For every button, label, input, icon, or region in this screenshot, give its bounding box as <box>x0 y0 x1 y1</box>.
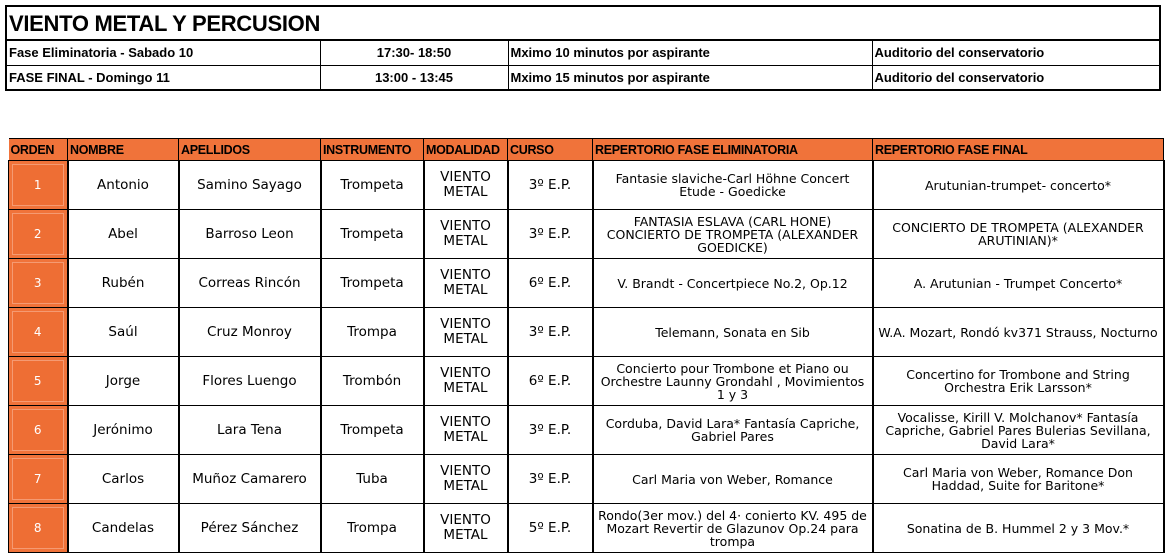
schedule-phase: FASE FINAL - Domingo 11 <box>7 66 320 91</box>
order-cell <box>9 308 68 357</box>
cell-rep-final: A. Arutunian - Trumpet Concerto* <box>873 259 1164 308</box>
order-cell <box>9 406 68 455</box>
cell-rep-elim: FANTASIA ESLAVA (CARL HONE) CONCIERTO DE TROMPETA (ALEXANDER GOEDICKE) <box>593 210 873 259</box>
order-cell <box>9 210 68 259</box>
header-instrument: INSTRUMENTO <box>321 139 424 161</box>
cell-instrument: Trompa <box>321 504 424 553</box>
cell-course: 3º E.P. <box>508 406 593 455</box>
order-cell <box>9 259 68 308</box>
schedule-phase: Fase Eliminatoria - Sabado 10 <box>7 41 320 66</box>
cell-surname: Flores Luengo <box>179 357 321 406</box>
cell-instrument: Trompeta <box>321 259 424 308</box>
cell-name: Jorge <box>68 357 179 406</box>
participants-table <box>8 138 1165 553</box>
schedule-table <box>7 41 1159 90</box>
table-row <box>9 504 1164 553</box>
table-row <box>9 357 1164 406</box>
schedule-time: 13:00 - 13:45 <box>320 66 508 91</box>
order-number: 8 <box>12 507 64 549</box>
table-row <box>9 455 1164 504</box>
table-row <box>9 210 1164 259</box>
cell-rep-elim: Concierto pour Trombone et Piano ou Orchestre Launny Grondahl , Movimientos 1 y 3 <box>593 357 873 406</box>
cell-course: 5º E.P. <box>508 504 593 553</box>
cell-modality: VIENTO METAL <box>424 308 508 357</box>
cell-name: Antonio <box>68 161 179 210</box>
cell-instrument: Trompeta <box>321 161 424 210</box>
cell-modality: VIENTO METAL <box>424 455 508 504</box>
cell-surname: Pérez Sánchez <box>179 504 321 553</box>
schedule-duration: Mximo 15 minutos por aspirante <box>508 66 872 91</box>
schedule-place: Auditorio del conservatorio <box>874 70 1045 85</box>
cell-name: Carlos <box>68 455 179 504</box>
cell-modality: VIENTO METAL <box>424 504 508 553</box>
cell-surname: Muñoz Camarero <box>179 455 321 504</box>
header-name: NOMBRE <box>68 139 179 161</box>
cell-instrument: Trompa <box>321 308 424 357</box>
schedule-row <box>7 66 1159 91</box>
cell-instrument: Trompeta <box>321 406 424 455</box>
cell-surname: Samino Sayago <box>179 161 321 210</box>
cell-modality: VIENTO METAL <box>424 161 508 210</box>
cell-rep-final: Concertino for Trombone and String Orchestra Erik Larsson* <box>873 357 1164 406</box>
cell-name: Saúl <box>68 308 179 357</box>
cell-surname: Barroso Leon <box>179 210 321 259</box>
cell-rep-elim: Corduba, David Lara* Fantasía Capriche, Gabriel Pares <box>593 406 873 455</box>
order-number: 7 <box>12 458 64 500</box>
cell-rep-final: Carl Maria von Weber, Romance Don Haddad, Suite for Baritone* <box>873 455 1164 504</box>
order-number: 5 <box>12 360 64 402</box>
cell-surname: Lara Tena <box>179 406 321 455</box>
cell-name: Jerónimo <box>68 406 179 455</box>
cell-name: Candelas <box>68 504 179 553</box>
table-row <box>9 161 1164 210</box>
cell-instrument: Tuba <box>321 455 424 504</box>
order-cell <box>9 455 68 504</box>
cell-rep-final: CONCIERTO DE TROMPETA (ALEXANDER ARUTINIAN)* <box>873 210 1164 259</box>
cell-name: Abel <box>68 210 179 259</box>
header-rep-elim: REPERTORIO FASE ELIMINATORIA <box>593 139 873 161</box>
header-surname: APELLIDOS <box>179 139 321 161</box>
cell-surname: Cruz Monroy <box>179 308 321 357</box>
cell-surname: Correas Rincón <box>179 259 321 308</box>
table-row <box>9 406 1164 455</box>
cell-rep-final: Arutunian-trumpet- concerto* <box>873 161 1164 210</box>
header-course: CURSO <box>508 139 593 161</box>
order-number: 2 <box>12 213 64 255</box>
header-modality: MODALIDAD <box>424 139 508 161</box>
order-cell <box>9 504 68 553</box>
cell-modality: VIENTO METAL <box>424 406 508 455</box>
cell-rep-final: Vocalisse, Kirill V. Molchanov* Fantasía Capriche, Gabriel Pares Bulerias Sevillana, David Lara* <box>873 406 1164 455</box>
cell-course: 6º E.P. <box>508 357 593 406</box>
section-title: VIENTO METAL Y PERCUSION <box>7 7 1159 41</box>
order-number: 1 <box>12 164 64 206</box>
schedule-duration: Mximo 10 minutos por aspirante <box>508 41 872 66</box>
schedule-place: Auditorio del conservatorio <box>872 41 1159 66</box>
order-number: 3 <box>12 262 64 304</box>
cell-course: 3º E.P. <box>508 455 593 504</box>
cell-course: 6º E.P. <box>508 259 593 308</box>
header-order: ORDEN <box>9 139 68 161</box>
cell-rep-elim: Fantasie slaviche-Carl Höhne Concert Etude - Goedicke <box>593 161 873 210</box>
cell-modality: VIENTO METAL <box>424 357 508 406</box>
cell-course: 3º E.P. <box>508 210 593 259</box>
schedule-row <box>7 41 1159 66</box>
table-row <box>9 308 1164 357</box>
order-cell <box>9 161 68 210</box>
cell-instrument: Trombón <box>321 357 424 406</box>
header-rep-final: REPERTORIO FASE FINAL <box>873 139 1164 161</box>
schedule-time: 17:30- 18:50 <box>320 41 508 66</box>
cell-rep-final: Sonatina de B. Hummel 2 y 3 Mov.* <box>873 504 1164 553</box>
cell-rep-elim: V. Brandt - Concertpiece No.2, Op.12 <box>593 259 873 308</box>
cell-modality: VIENTO METAL <box>424 210 508 259</box>
cell-rep-elim: Rondo(3er mov.) del 4· conierto KV. 495 de Mozart Revertir de Glazunov Op.24 para trompa <box>593 504 873 553</box>
order-number: 4 <box>12 311 64 353</box>
table-row <box>9 259 1164 308</box>
cell-modality: VIENTO METAL <box>424 259 508 308</box>
schedule-box <box>5 5 1161 91</box>
cell-rep-elim: Carl Maria von Weber, Romance <box>593 455 873 504</box>
cell-rep-elim: Telemann, Sonata en Sib <box>593 308 873 357</box>
cell-instrument: Trompeta <box>321 210 424 259</box>
order-number: 6 <box>12 409 64 451</box>
header-row <box>9 139 1164 161</box>
cell-rep-final: W.A. Mozart, Rondó kv371 Strauss, Nocturno <box>873 308 1164 357</box>
cell-name: Rubén <box>68 259 179 308</box>
cell-course: 3º E.P. <box>508 161 593 210</box>
order-cell <box>9 357 68 406</box>
cell-course: 3º E.P. <box>508 308 593 357</box>
